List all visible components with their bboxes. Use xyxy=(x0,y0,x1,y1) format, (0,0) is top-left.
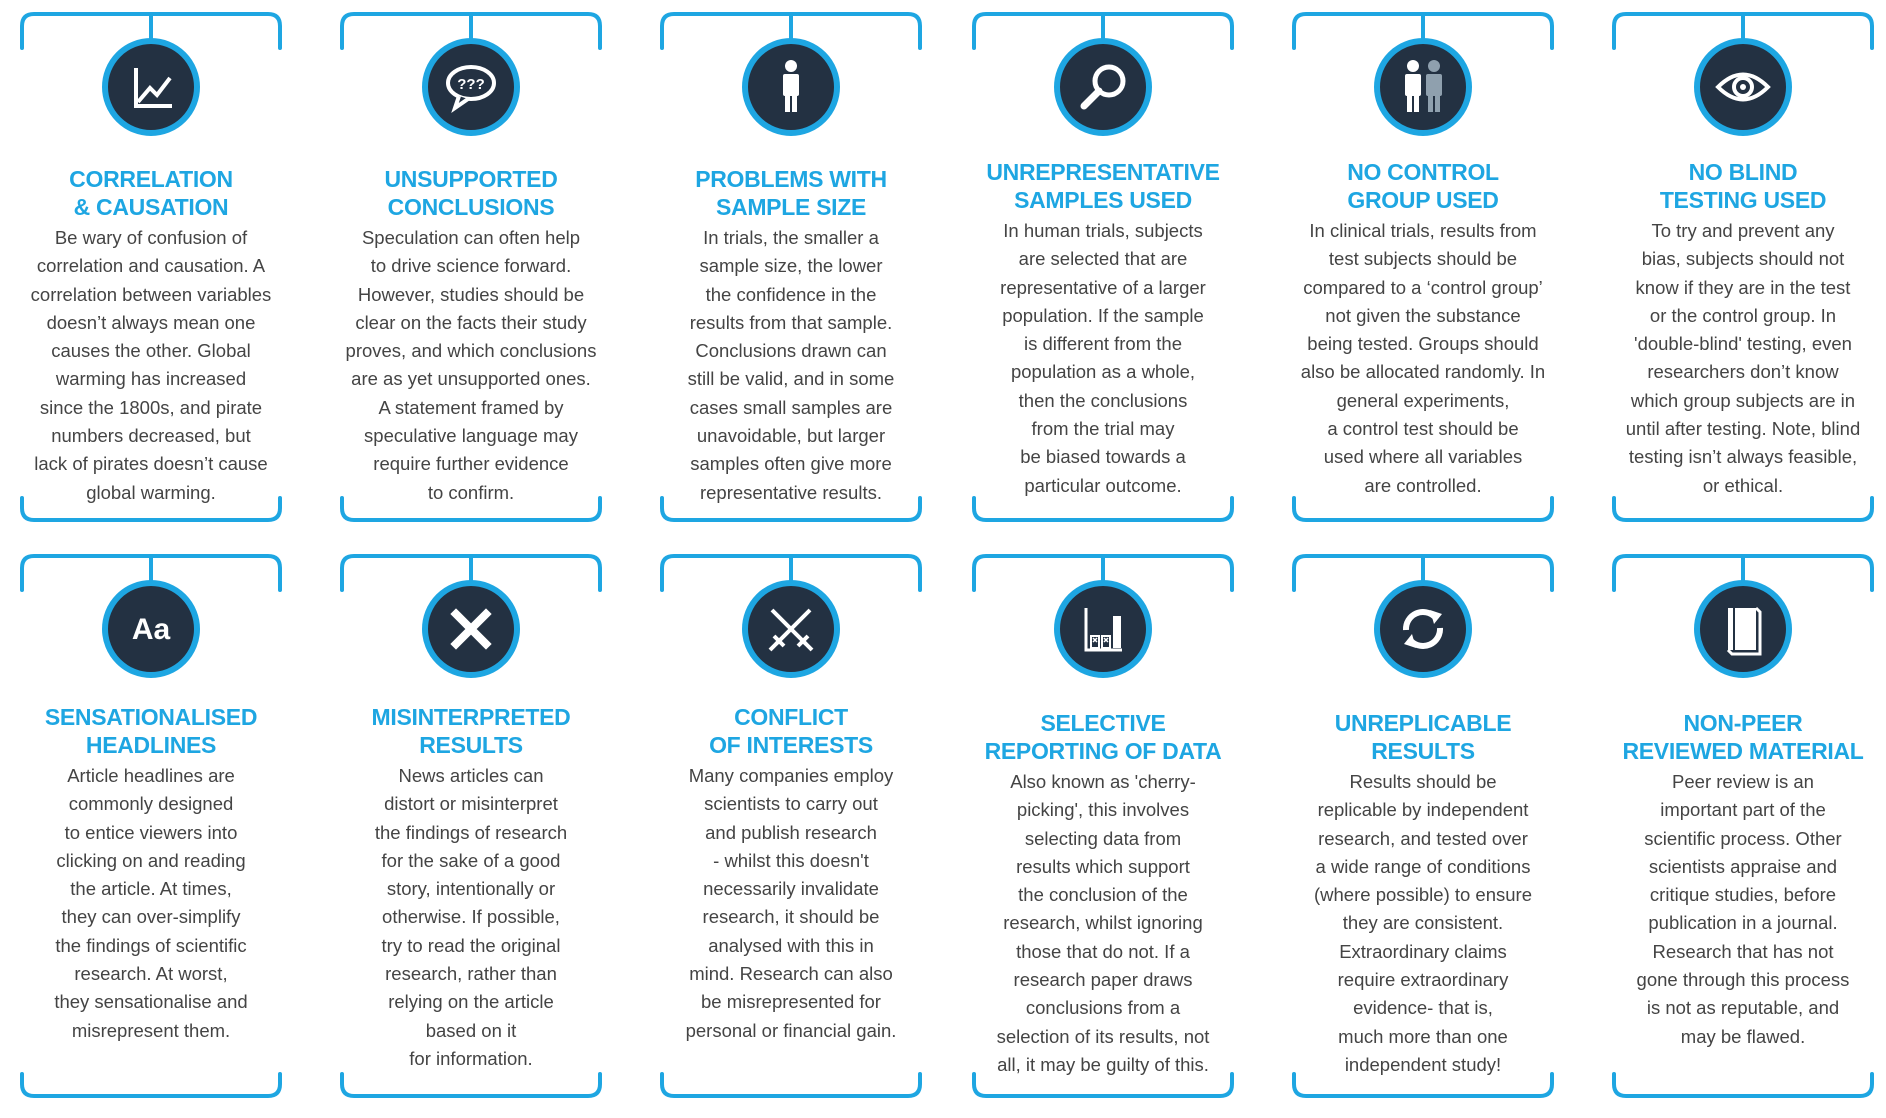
body-line: A statement framed by xyxy=(378,396,564,418)
card-title xyxy=(972,158,1234,214)
body-line: is not as reputable, and xyxy=(1646,997,1840,1019)
body-line: not given the substance xyxy=(1325,304,1521,326)
title-line: SAMPLE SIZE xyxy=(715,194,867,220)
body-line: correlation between variables xyxy=(30,283,272,305)
title-line: PROBLEMS WITH xyxy=(695,166,887,192)
body-line: evidence- that is, xyxy=(1353,997,1493,1019)
body-line: those that do not. If a xyxy=(1016,940,1190,962)
body-line: population. If the sample xyxy=(1002,304,1204,326)
title-line: UNREPRESENTATIVE xyxy=(986,159,1220,185)
card-magnifying-glass xyxy=(972,12,1234,532)
body-line: Be wary of confusion of xyxy=(54,227,248,248)
body-line: selecting data from xyxy=(1024,827,1182,849)
body-line: unavoidable, but larger xyxy=(696,425,886,447)
body-line: distort or misinterpret xyxy=(384,793,558,815)
body-line: In human trials, subjects xyxy=(1003,220,1203,241)
refresh-arrows-icon xyxy=(1374,580,1472,678)
body-line: scientists to carry out xyxy=(704,793,878,815)
body-line: otherwise. If possible, xyxy=(382,906,560,928)
body-line: be biased towards a xyxy=(1020,446,1186,468)
body-line: - whilst this doesn't xyxy=(713,849,869,871)
bottom-bracket xyxy=(340,494,602,534)
title-line: SELECTIVE xyxy=(1040,710,1166,736)
body-line: gone through this process xyxy=(1636,969,1850,991)
title-line: TESTING USED xyxy=(1659,187,1827,213)
body-line: require further evidence xyxy=(373,453,569,475)
body-line: doesn’t always mean one xyxy=(46,311,256,333)
body-line: results which support xyxy=(1016,855,1190,877)
body-line: analysed with this in xyxy=(708,934,874,956)
body-line: News articles can xyxy=(398,765,544,786)
title-line: CONCLUSIONS xyxy=(387,194,555,220)
body-line: research. At worst, xyxy=(74,963,228,985)
card-title xyxy=(20,703,282,759)
body-line: research, and tested over xyxy=(1318,827,1528,849)
body-line: Many companies employ xyxy=(688,765,894,786)
title-line: UNSUPPORTED xyxy=(384,166,558,192)
body-line: mind. Research can also xyxy=(689,963,893,985)
magnifying-glass-icon xyxy=(1054,38,1152,136)
body-line: test subjects should be xyxy=(1328,248,1518,270)
body-line: scientists appraise and xyxy=(1648,855,1838,877)
body-line: clear on the facts their study xyxy=(355,311,587,333)
body-line: To try and prevent any xyxy=(1651,220,1835,241)
card-body xyxy=(1616,768,1870,1051)
body-line: from the trial may xyxy=(1031,418,1175,440)
body-line: Article headlines are xyxy=(67,765,235,786)
body-line: the article. At times, xyxy=(70,878,232,900)
body-line: story, intentionally or xyxy=(386,878,556,900)
body-line: used where all variables xyxy=(1323,446,1523,468)
body-line: testing isn’t always feasible, xyxy=(1628,446,1858,468)
card-refresh-arrows xyxy=(1292,554,1554,1074)
card-text-aa xyxy=(20,554,282,1074)
card-person xyxy=(660,12,922,532)
card-two-people xyxy=(1292,12,1554,532)
bottom-bracket xyxy=(1292,494,1554,534)
card-line-chart xyxy=(20,12,282,532)
body-line: replicable by independent xyxy=(1317,799,1529,821)
body-line: the findings of scientific xyxy=(55,934,247,956)
body-line: commonly designed xyxy=(68,793,234,815)
card-body xyxy=(1296,217,1550,500)
body-line: the confidence in the xyxy=(705,283,877,305)
title-line: & CAUSATION xyxy=(73,194,229,220)
card-title xyxy=(1612,158,1874,214)
body-line: know if they are in the test xyxy=(1635,276,1851,298)
body-line: research paper draws xyxy=(1013,969,1193,991)
body-line: they can over-simplify xyxy=(61,906,241,928)
body-line: global warming. xyxy=(86,481,216,503)
cross-icon xyxy=(422,580,520,678)
body-line: sample size, the lower xyxy=(699,255,883,277)
body-line: since the 1800s, and pirate xyxy=(39,396,263,418)
card-speech-bubble-question xyxy=(340,12,602,532)
book-icon xyxy=(1694,580,1792,678)
body-line: particular outcome. xyxy=(1024,474,1182,496)
body-line: Extraordinary claims xyxy=(1339,940,1507,962)
body-line: warming has increased xyxy=(55,368,247,390)
line-chart-icon xyxy=(102,38,200,136)
body-line: (where possible) to ensure xyxy=(1314,884,1532,906)
body-line: representative results. xyxy=(699,481,882,503)
bottom-bracket xyxy=(1292,1070,1554,1110)
crossed-swords-icon xyxy=(742,580,840,678)
icon-text: Aa xyxy=(131,613,171,646)
body-line: based on it xyxy=(425,1019,517,1041)
body-line: selection of its results, not xyxy=(996,1025,1210,1047)
card-body xyxy=(344,762,598,1073)
bottom-bracket xyxy=(1612,1070,1874,1110)
card-body xyxy=(1296,768,1550,1079)
body-line: publication in a journal. xyxy=(1648,912,1838,934)
title-line: REVIEWED MATERIAL xyxy=(1622,738,1864,764)
card-crossed-swords xyxy=(660,554,922,1074)
title-line: NON-PEER xyxy=(1683,710,1803,736)
card-cross xyxy=(340,554,602,1074)
title-line: SAMPLES USED xyxy=(1014,187,1192,213)
person-icon xyxy=(742,38,840,136)
body-line: they are consistent. xyxy=(1342,912,1504,934)
body-line: Peer review is an xyxy=(1672,771,1814,792)
body-line: which group subjects are in xyxy=(1630,389,1856,411)
body-line: researchers don’t know xyxy=(1647,361,1839,383)
title-line: CONFLICT xyxy=(734,704,848,730)
body-line: critique studies, before xyxy=(1649,884,1837,906)
svg-text:???: ??? xyxy=(457,76,485,93)
bottom-bracket xyxy=(340,1070,602,1110)
body-line: Results should be xyxy=(1349,771,1497,792)
card-title xyxy=(20,165,282,221)
card-bar-chart xyxy=(972,554,1234,1074)
body-line: may be flawed. xyxy=(1680,1025,1806,1047)
body-line: causes the other. Global xyxy=(51,340,251,362)
title-line: NO BLIND xyxy=(1688,159,1798,185)
card-body xyxy=(664,224,918,507)
body-line: conclusions from a xyxy=(1025,997,1181,1019)
bottom-bracket xyxy=(1612,494,1874,534)
body-line: picking', this involves xyxy=(1016,799,1190,821)
body-line: Research that has not xyxy=(1652,940,1834,962)
body-line: cases small samples are xyxy=(689,396,893,418)
body-line: research, whilst ignoring xyxy=(1003,912,1203,934)
body-line: the conclusion of the xyxy=(1018,884,1188,906)
body-line: relying on the article xyxy=(388,991,554,1013)
bottom-bracket xyxy=(972,1070,1234,1110)
body-line: are selected that are xyxy=(1018,248,1188,270)
body-line: all, it may be guilty of this. xyxy=(997,1053,1209,1075)
card-title xyxy=(340,703,602,759)
card-title xyxy=(660,703,922,759)
body-line: results from that sample. xyxy=(689,311,893,333)
body-line: research, it should be xyxy=(702,906,880,928)
card-book xyxy=(1612,554,1874,1074)
body-line: also be allocated randomly. In xyxy=(1300,361,1546,383)
body-line: require extraordinary xyxy=(1337,969,1509,991)
body-line: until after testing. Note, blind xyxy=(1625,418,1861,440)
body-line: independent study! xyxy=(1344,1053,1502,1075)
body-line: speculative language may xyxy=(364,425,578,447)
title-line: CORRELATION xyxy=(69,166,233,192)
bar-chart-icon xyxy=(1054,580,1152,678)
body-line: important part of the xyxy=(1660,799,1826,821)
body-line: the findings of research xyxy=(374,821,568,843)
card-eye xyxy=(1612,12,1874,532)
two-people-icon xyxy=(1374,38,1472,136)
body-line: a wide range of conditions xyxy=(1315,855,1531,877)
body-line: research, rather than xyxy=(385,963,557,985)
body-line: correlation and causation. A xyxy=(36,255,266,277)
body-line: In trials, the smaller a xyxy=(703,227,879,248)
body-line: still be valid, and in some xyxy=(687,368,895,390)
card-title xyxy=(1292,709,1554,765)
body-line: Also known as 'cherry- xyxy=(1010,771,1196,792)
body-line: samples often give more xyxy=(690,453,892,475)
body-line: much more than one xyxy=(1338,1025,1508,1047)
title-line: RESULTS xyxy=(1371,738,1475,764)
body-line: scientific process. Other xyxy=(1644,827,1842,849)
eye-icon xyxy=(1694,38,1792,136)
text-aa-icon xyxy=(102,580,200,678)
body-line: necessarily invalidate xyxy=(703,878,879,900)
body-line: is different from the xyxy=(1023,333,1182,355)
body-line: to entice viewers into xyxy=(64,821,238,843)
card-body xyxy=(24,762,278,1045)
body-line: compared to a ‘control group’ xyxy=(1303,276,1543,298)
body-line: being tested. Groups should xyxy=(1307,333,1539,355)
body-line: proves, and which conclusions xyxy=(345,340,597,362)
card-title xyxy=(1612,709,1874,765)
body-line: bias, subjects should not xyxy=(1641,248,1845,270)
card-body xyxy=(24,224,278,507)
body-line: for the sake of a good xyxy=(381,849,561,871)
card-title xyxy=(1292,158,1554,214)
title-line: HEADLINES xyxy=(85,732,217,758)
body-line: Speculation can often help xyxy=(361,227,581,248)
body-line: they sensationalise and xyxy=(54,991,248,1013)
body-line: for information. xyxy=(409,1047,533,1069)
body-line: be misrepresented for xyxy=(701,991,881,1013)
bottom-bracket xyxy=(20,494,282,534)
body-line: lack of pirates doesn’t cause xyxy=(34,453,268,475)
body-line: clicking on and reading xyxy=(56,849,246,871)
body-line: to drive science forward. xyxy=(370,255,572,277)
body-line: then the conclusions xyxy=(1018,389,1188,411)
body-line: However, studies should be xyxy=(357,283,585,305)
body-line: population as a whole, xyxy=(1010,361,1196,383)
bottom-bracket xyxy=(660,494,922,534)
bottom-bracket xyxy=(972,494,1234,534)
title-line: UNREPLICABLE xyxy=(1334,710,1512,736)
body-line: numbers decreased, but xyxy=(51,425,251,447)
card-body xyxy=(976,768,1230,1079)
title-line: GROUP USED xyxy=(1347,187,1499,213)
body-line: are controlled. xyxy=(1364,474,1482,496)
card-title xyxy=(660,165,922,221)
title-line: NO CONTROL xyxy=(1347,159,1499,185)
body-line: or ethical. xyxy=(1702,474,1784,496)
title-line: MISINTERPRETED xyxy=(371,704,571,730)
title-line: REPORTING OF DATA xyxy=(984,738,1222,764)
card-body xyxy=(1616,217,1870,500)
body-line: 'double-blind' testing, even xyxy=(1634,333,1852,355)
body-line: personal or financial gain. xyxy=(685,1019,897,1041)
card-title xyxy=(340,165,602,221)
body-line: misrepresent them. xyxy=(71,1019,231,1041)
title-line: SENSATIONALISED xyxy=(44,704,258,730)
body-line: or the control group. In xyxy=(1649,304,1837,326)
body-line: to confirm. xyxy=(427,481,515,503)
body-line: In clinical trials, results from xyxy=(1309,220,1537,241)
bottom-bracket xyxy=(660,1070,922,1110)
card-body xyxy=(976,217,1230,500)
body-line: are as yet unsupported ones. xyxy=(351,368,591,390)
body-line: Conclusions drawn can xyxy=(695,340,887,362)
speech-bubble-question-icon xyxy=(422,38,520,136)
card-body xyxy=(344,224,598,507)
body-line: representative of a larger xyxy=(1000,276,1206,298)
card-title xyxy=(972,709,1234,765)
body-line: a control test should be xyxy=(1327,418,1519,440)
card-body xyxy=(664,762,918,1045)
bottom-bracket xyxy=(20,1070,282,1110)
body-line: general experiments, xyxy=(1336,389,1510,411)
title-line: OF INTERESTS xyxy=(709,732,873,758)
body-line: and publish research xyxy=(705,821,877,843)
title-line: RESULTS xyxy=(419,732,523,758)
body-line: try to read the original xyxy=(381,934,561,956)
